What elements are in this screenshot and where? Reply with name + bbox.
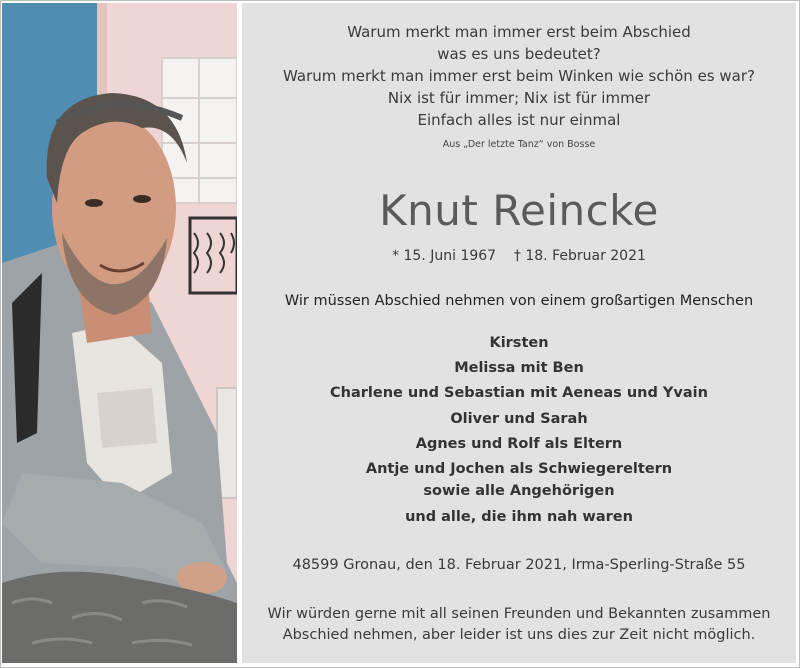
verse-line-3: Warum merkt man immer erst beim Winken wie schön es war? xyxy=(283,67,755,85)
birth-date: * 15. Juni 1967 xyxy=(392,248,497,264)
closing-line-1: Wir würden gerne mit all seinen Freunden und Bekannten zusammen xyxy=(267,606,771,622)
obituary-text-panel xyxy=(242,3,796,663)
death-date: † 18. Februar 2021 xyxy=(513,248,646,264)
mourner-line: Antje und Jochen als Schwiegereltern xyxy=(365,461,673,477)
life-dates xyxy=(242,248,796,264)
closing-line-2: Abschied nehmen, aber leider ist uns dies zur Zeit nicht möglich. xyxy=(282,627,756,643)
mourner-line: und alle, die ihm nah waren xyxy=(405,509,633,525)
verse-line-1: Warum merkt man immer erst beim Abschied xyxy=(347,23,691,41)
verse-line-4: Nix ist für immer; Nix ist für immer xyxy=(387,89,651,107)
deceased-name: Knut Reincke xyxy=(379,186,659,235)
mourner-line: Kirsten xyxy=(489,335,549,351)
place-date-line: 48599 Gronau, den 18. Februar 2021, Irma-Sperling-Straße 55 xyxy=(292,557,746,573)
mourner-line: Melissa mit Ben xyxy=(454,360,584,376)
portrait-photo xyxy=(2,3,237,663)
lead-text: Wir müssen Abschied nehmen von einem großartigen Menschen xyxy=(284,293,754,309)
verse-source: Aus „Der letzte Tanz“ von Bosse xyxy=(442,139,596,150)
mourner-line: sowie alle Angehörigen xyxy=(423,483,615,499)
verse-line-2: was es uns bedeutet? xyxy=(437,45,601,63)
verse-line-5: Einfach alles ist nur einmal xyxy=(417,111,621,129)
mourner-line: Oliver und Sarah xyxy=(450,411,588,427)
portrait-illustration xyxy=(2,3,237,663)
mourner-line: Charlene und Sebastian mit Aeneas und Yvain xyxy=(330,385,708,401)
mourner-line: Agnes und Rolf als Eltern xyxy=(415,436,623,452)
